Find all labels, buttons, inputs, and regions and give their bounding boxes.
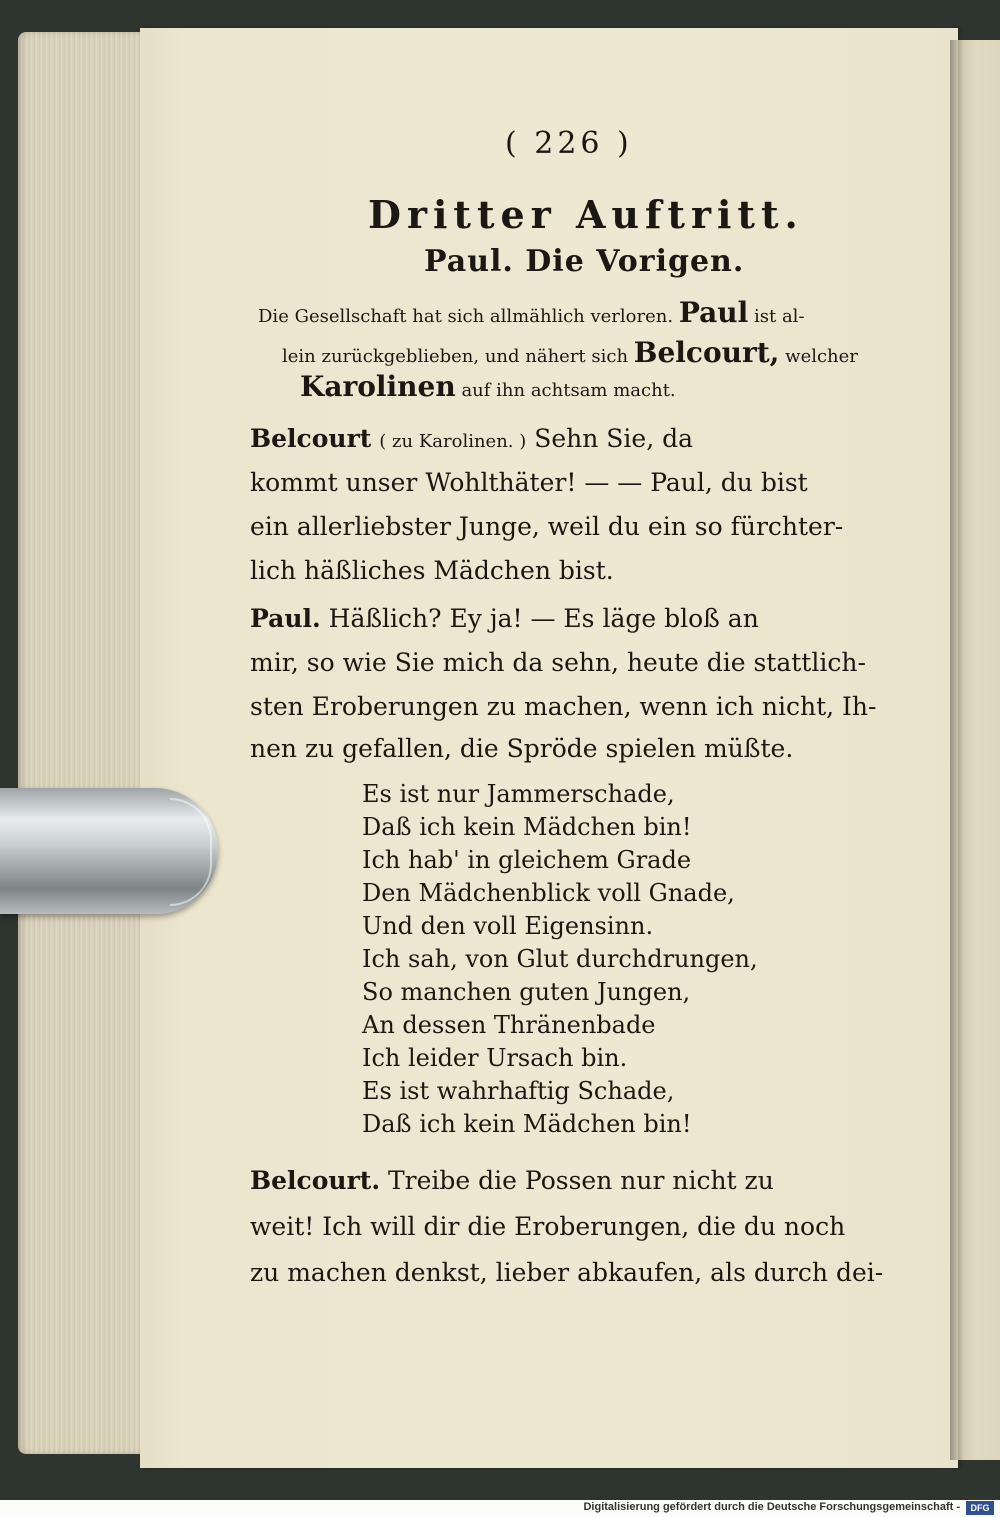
song-verse-line: Und den voll Eigensinn. (362, 912, 654, 940)
stage-direction-line (282, 336, 858, 369)
dfg-logo: DFG (966, 1501, 994, 1515)
song-verse-line: Es ist wahrhaftig Schade, (362, 1077, 675, 1105)
speaker-name: Belcourt (250, 424, 372, 453)
dialogue-line: kommt unser Wohlthäter! — — Paul, du bist (250, 468, 808, 497)
stage-direction-line (258, 296, 805, 329)
character-name: Paul (678, 296, 749, 329)
dialogue-line: lich häßliches Mädchen bist. (250, 556, 614, 585)
stage-direction-line (300, 370, 676, 403)
song-verse-line: Ich hab' in gleichem Grade (362, 846, 692, 874)
speaker-name: Belcourt. (250, 1166, 381, 1195)
stage-aside: ( zu Karolinen. ) (379, 431, 527, 452)
song-verse-line: Den Mädchenblick voll Gnade, (362, 879, 735, 907)
dialogue-text: Häßlich? Ey ja! — Es läge bloß an (328, 604, 759, 633)
dialogue-text: Treibe die Possen nur nicht zu (387, 1166, 774, 1195)
page-clamp (0, 788, 218, 914)
character-name: Karolinen (300, 370, 456, 403)
stage-text: Die Gesellschaft hat sich allmählich verloren. (258, 306, 674, 327)
spine-shadow (950, 40, 964, 1460)
dialogue-text: Sehn Sie, da (534, 424, 694, 453)
stage-text: lein zurückgeblieben, und nähert sich (282, 346, 629, 367)
song-verse-line: Es ist nur Jammerschade, (362, 780, 675, 808)
character-name: Belcourt, (633, 336, 780, 369)
stage-text: auf ihn achtsam macht. (461, 380, 676, 401)
scene-heading: Dritter Auftritt. (368, 192, 804, 237)
funding-notice: Digitalisierung gefördert durch die Deutsche Forschungsgemeinschaft - (583, 1501, 960, 1513)
song-verse-line: Ich leider Ursach bin. (362, 1044, 628, 1072)
stage-text: ist al- (754, 306, 805, 327)
song-verse-line: So manchen guten Jungen, (362, 978, 691, 1006)
song-verse-line: Daß ich kein Mädchen bin! (362, 813, 692, 841)
dialogue-line (250, 424, 693, 453)
speaker-name: Paul. (250, 604, 321, 633)
song-verse-line: Daß ich kein Mädchen bin! (362, 1110, 692, 1138)
dialogue-line: zu machen denkst, lieber abkaufen, als durch dei- (250, 1258, 884, 1287)
dialogue-line: ein allerliebster Junge, weil du ein so fürchter- (250, 512, 844, 541)
cast-list: Paul. Die Vorigen. (424, 244, 745, 279)
dialogue-line: mir, so wie Sie mich da sehn, heute die stattlich- (250, 648, 866, 677)
dialogue-line (250, 604, 759, 633)
song-verse-line: An dessen Thränenbade (362, 1011, 656, 1039)
dialogue-line: sten Eroberungen zu machen, wenn ich nicht, Ih- (250, 692, 877, 721)
facing-page (958, 40, 1000, 1460)
footer-bar (0, 1500, 1000, 1517)
book-page-edges (18, 32, 158, 1454)
song-verse-line: Ich sah, von Glut durchdrungen, (362, 945, 758, 973)
dialogue-line: weit! Ich will dir die Eroberungen, die du noch (250, 1212, 846, 1241)
stage-text: welcher (785, 346, 858, 367)
dialogue-line: nen zu gefallen, die Spröde spielen müßte. (250, 734, 794, 763)
page-number: ( 226 ) (505, 126, 633, 161)
dialogue-line (250, 1166, 774, 1195)
